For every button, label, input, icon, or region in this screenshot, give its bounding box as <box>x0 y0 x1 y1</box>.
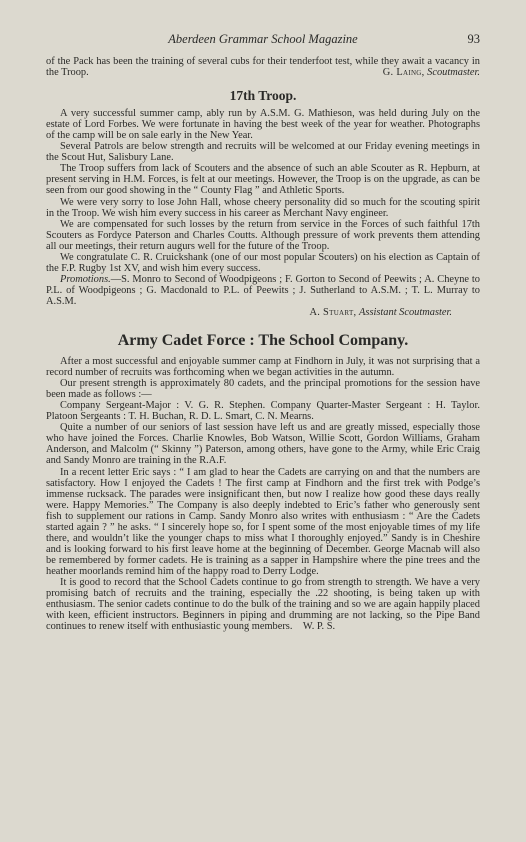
promotions-text: —S. Monro to Second of Woodpigeons ; F. Gorton to Second of Peewits ; A. Cheyne to P.L. of Woodpigeons ; G. Macdonald to P.L. of Peewits ; J. Sutherland to A.S.M. ; T. L. Murray to A.S.M. <box>46 273 480 307</box>
promotions-label: Promotions. <box>60 273 111 285</box>
cadets-paragraph: Company Sergeant-Major : V. G. R. Stephen. Company Quarter-Master Sergeant : H. Taylor. Platoon Sergeants : T. H. Buchan, R. D. L. Smart, C. N. Mearns. <box>46 400 480 423</box>
intro-signature-role: Scoutmaster. <box>427 67 480 79</box>
intro-signature <box>46 67 480 78</box>
cadets-last-text: It is good to record that the School Cadets continue to go from strength to strength. We have a very promising batch of recruits and the training, especially the .22 shooting, is being taken up with enthusiasm. The senior cadets continue to do the bulk of the training and so we are again happily placed with keen, efficient instructors. Beginners in piping and drumming are not lacking, so the Pipe Band continues to renew itself with enthusiastic young members. <box>46 576 480 633</box>
troop-signature-role: Assistant Scoutmaster. <box>359 306 452 318</box>
troop-heading: 17th Troop. <box>229 88 297 104</box>
troop-paragraph: Several Patrols are below strength and recruits will be welcomed at our Friday evening meetings in the Scout Hut, Salisbury Lane. <box>46 141 480 164</box>
page-number: 93 <box>467 32 480 46</box>
troop-paragraph: A very successful summer camp, ably run by A.S.M. G. Mathieson, was held during July on the estate of Lord Forbes. We were fortunate in having the best week of the year for weather. Photographs of the camp will be on sale early in the New Year. <box>46 108 480 142</box>
magazine-title: Aberdeen Grammar School Magazine <box>168 32 358 46</box>
troop-paragraph: We are compensated for such losses by the return from service in the Forces of such faithful 17th Scouters as Fordyce Paterson and Charles Coutts. Although pressure of work prevents them attending all our meetings, their return augurs well for the future of the Troop. <box>46 218 480 252</box>
cadets-signature: W. P. S. <box>302 621 336 633</box>
intro-signature-name: G. Laing, <box>382 67 425 79</box>
cadets-paragraph: In a recent letter Eric says : “ I am glad to hear the Cadets are carrying on and that the numbers are satisfactory. How I enjoyed the Cadets ! The first camp at Findhorn and the first trek with Podge’s immense rucksack. The parades were insignificant then, but now I realize how good these days really were. Happy Memories.” The Company is also deeply indebted to Eric’s father who generously sent fish to supplement our rations in Camp. Sandy Monro also writes with enthusiasm : “ Are the Cadets started again ? ” he asks. “ I sincerely hope so, for I spent some of the most enjoyable times of my life there, and wouldn’t like the younger chaps to miss what I thoroughly enjoyed.” Sandy is in Cheshire and is looking forward to his first leave home at the beginning of December. George Macnab will also be remembered by former cadets. He is training as a sapper in Hampshire where the pine trees and the heather moorlands remind him of the happy road to Derry Lodge. <box>46 466 480 577</box>
troop-signature <box>46 307 480 318</box>
cadets-last-paragraph <box>46 577 480 632</box>
intro-paragraph: of the Pack has been the training of several cubs for their tenderfoot test, while they await a vacancy in the Troop. <box>46 56 480 79</box>
troop-paragraph: We congratulate C. R. Cruickshank (one of our most popular Scouters) on his election as Captain of the F.P. Rugby 1st XV, and wish him every success. <box>46 251 480 274</box>
cadets-paragraph: Quite a number of our seniors of last session have left us and are greatly missed, especially those who have joined the Forces. Charlie Knowles, Bob Watson, Willie Scott, Gordon Williams, Graham Anderson, and Malcolm (“ Skinny ”) Paterson, among others, have gone to the Army, while Eric Craig and Sandy Monro are training in the R.A.F. <box>46 422 480 467</box>
cadets-heading: Army Cadet Force : The School Company. <box>117 332 409 350</box>
troop-paragraph: We were very sorry to lose John Hall, whose cheery personality did so much for the scouting spirit in the Troop. We wish him every success in his career as Merchant Navy engineer. <box>46 196 480 219</box>
troop-signature-name: A. Stuart, <box>309 306 357 318</box>
promotions-paragraph <box>46 274 480 307</box>
cadets-paragraph: Our present strength is approximately 80 cadets, and the principal promotions for the session have been made as follows :— <box>46 378 480 401</box>
intro-section <box>46 56 480 78</box>
running-header <box>46 32 480 50</box>
troop-paragraph: The Troop suffers from lack of Scouters and the absence of such an able Scouter as R. Hepburn, at present serving in H.M. Forces, is felt at our meetings. However, the Troop is on the upgrade, as can be seen from our good showing in the “ County Flag ” and Athletic Sports. <box>46 163 480 197</box>
cadets-paragraph: After a most successful and enjoyable summer camp at Findhorn in July, it was not surprising that a record number of recruits was forthcoming when we began activities in the autumn. <box>46 356 480 379</box>
troop-section <box>46 108 480 318</box>
cadets-section <box>46 356 480 632</box>
